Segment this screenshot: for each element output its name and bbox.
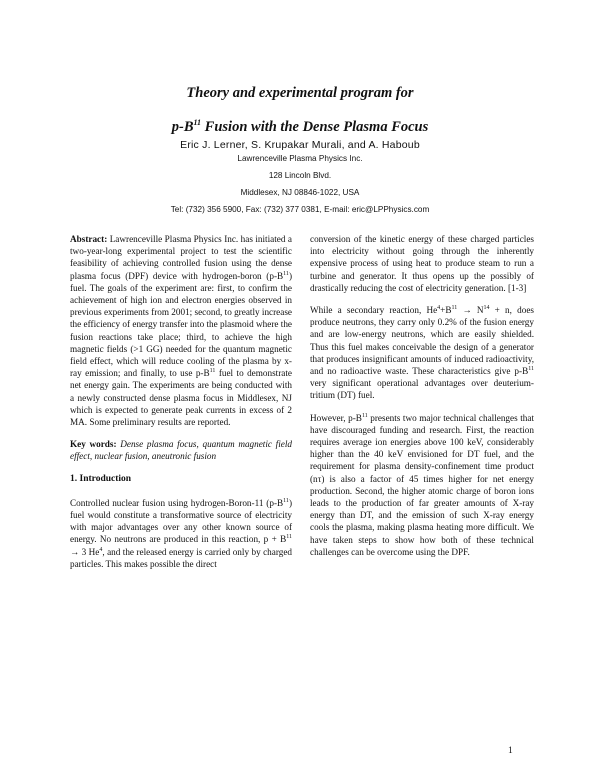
abstract (70, 233, 292, 428)
right-paragraph-2 (310, 304, 534, 402)
title-line-1: Theory and experimental program for (186, 85, 414, 101)
keywords-label: Key words: (70, 439, 117, 450)
affiliation-street: 128 Lincoln Blvd. (268, 171, 332, 180)
para-text: +B (440, 305, 452, 316)
superscript: 11 (283, 497, 289, 504)
para-text: presents two major technical challenges that have discouraged funding and research. First, the reaction requires average ion energies above 100 keV, considerably higher than the 40 keV envisioned for DT fuel, and the requirement for plasma density-confinement time product (nτ) is also a factor of 45 times higher for net energy production. Second, the higher atomic charge of boron ions leads to the production of far greater amounts of X-ray energy than DT, and the emission of such X-ray energy cools the plasma, making plasma heating more difficult. We have taken steps to show how both of these technical challenges can be overcome using the DPF. (310, 412, 534, 557)
title-superscript: 11 (193, 118, 202, 128)
intro-text: → 3 He (70, 546, 100, 557)
superscript: 4 (437, 304, 441, 311)
title-formula: p-B (171, 119, 194, 135)
para-text: However, p-B (310, 412, 362, 423)
intro-text: , and the released energy is carried only by charged particles. This makes possible the direct (70, 546, 292, 569)
right-column (310, 233, 534, 568)
intro-paragraph (70, 497, 292, 570)
superscript: 14 (483, 304, 490, 311)
para-text: While a secondary reaction, He (310, 305, 438, 316)
right-paragraph-1: conversion of the kinetic energy of these charged particles into electricity without going through the inherently expensive process of using heat to produce steam to run a turbine and generator. It thus opens up the possibly of drastically reducing the cost of electricity generation. [1-3] (310, 234, 534, 293)
superscript: 11 (451, 304, 458, 311)
left-column (70, 233, 292, 580)
superscript: 4 (99, 546, 103, 553)
author-list: Eric J. Lerner, S. Krupakar Murali, and A. Haboub (180, 139, 420, 151)
keywords (70, 438, 292, 462)
superscript: 11 (209, 368, 216, 375)
title-rest: Fusion with the Dense Plasma Focus (201, 119, 429, 135)
superscript: 11 (528, 365, 534, 372)
affiliation-contact: Tel: (732) 356 5900, Fax: (732) 377 0381, E-mail: eric@LPPhysics.com (170, 205, 430, 214)
intro-text: Controlled nuclear fusion using hydrogen-Boron-11 (p-B (70, 497, 284, 508)
superscript: 11 (361, 412, 368, 419)
para-text: very significant operational advantages over deuterium-tritium (DT) fuel. (310, 378, 534, 401)
abstract-text: Lawrenceville Plasma Physics Inc. has initiated a two-year-long experimental project to test the scientific feasibility of achieving controlled fusion using the dense plasma focus (DPF) device with hydrogen-boron (p-B (70, 234, 292, 281)
superscript: 11 (286, 534, 292, 541)
para-text: → N (457, 305, 484, 316)
right-paragraph-3 (310, 412, 534, 558)
title-line-2 (0, 118, 600, 136)
abstract-text: fuel to demonstrate net energy gain. The experiments are being conducted with a newly constructed dense plasma focus in Middlesex, NJ which is expected to generate peak currents in excess of 2 MA. Some preliminary results are reported. (70, 368, 292, 428)
superscript: 11 (283, 270, 289, 277)
section-heading-introduction: 1. Introduction (70, 473, 132, 484)
page-number: 1 (508, 746, 513, 756)
abstract-text: ) fuel. The goals of the experiment are: first, to confirm the achievement of high ion and electron energies observed in previous experiments from 2001; second, to greatly increase the efficiency of energy transfer into the plasmoid where the fusion reactions take place; third, to achieve the high magnetic fields (>1 GG) needed for the quantum magnetic field effect, which will reduce cooling of the plasma by x-ray emission; and finally, to use p-B (70, 270, 292, 379)
intro-text: ) fuel would constitute a transformative source of electricity with major advantages over any other known source of energy. No neutrons are produced in this reaction, p + B (70, 497, 292, 545)
keywords-text: Dense plasma focus, quantum magnetic field effect, nuclear fusion, aneutronic fusion (70, 439, 293, 462)
para-text: + n, does produce neutrons, they carry only 0.2% of the fusion energy and are low-energy neutrons, which are easily shielded. Thus this fuel makes conceivable the design of a generator that produces insignificant amounts of induced radioactivity, and no radioactive waste. These characteristics give p-B (310, 305, 534, 377)
affiliation-city: Middlesex, NJ 08846-1022, USA (240, 188, 360, 197)
affiliation-org: Lawrenceville Plasma Physics Inc. (237, 154, 363, 163)
abstract-label: Abstract: (70, 234, 108, 244)
